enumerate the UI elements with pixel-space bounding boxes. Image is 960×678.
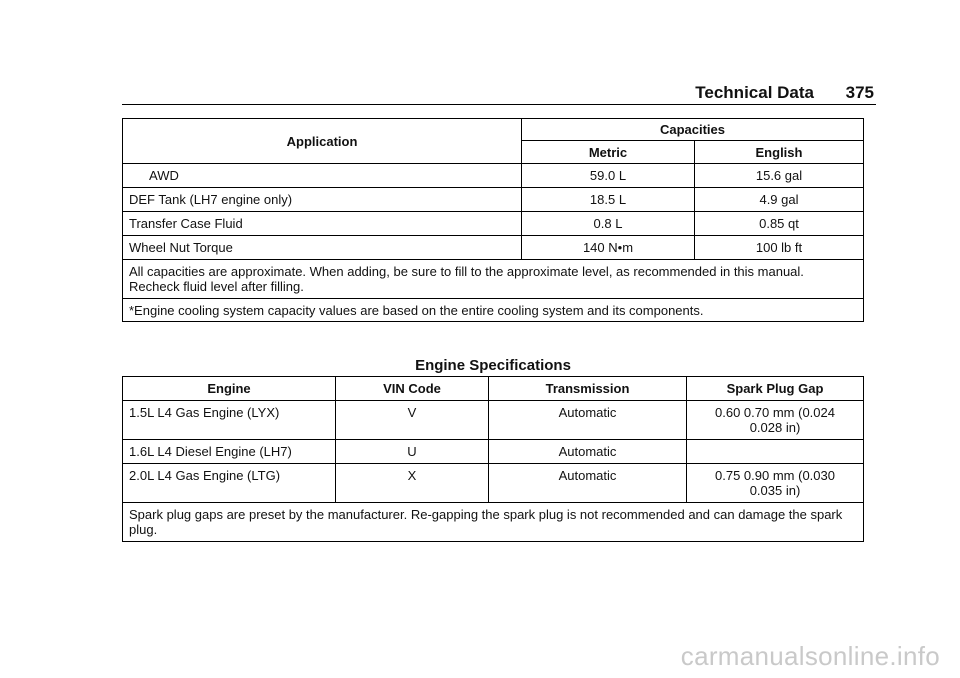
application-cell: Transfer Case Fluid [123, 212, 522, 236]
spark-plug-gap-cell [687, 464, 864, 503]
engine-cell: 1.6L L4 Diesel Engine (LH7) [123, 440, 336, 464]
table-row [123, 212, 864, 236]
table-row [123, 188, 864, 212]
english-cell: 100 lb ft [695, 236, 864, 260]
application-header: Application [123, 119, 522, 164]
transmission-cell: Automatic [489, 440, 687, 464]
english-cell: 0.85 qt [695, 212, 864, 236]
engine-cell: 1.5L L4 Gas Engine (LYX) [123, 401, 336, 440]
table-row [123, 401, 864, 440]
table-row [123, 464, 864, 503]
english-cell: 4.9 gal [695, 188, 864, 212]
table-row [123, 440, 864, 464]
spark-plug-gap-cell [687, 401, 864, 440]
engine-specs-table [122, 376, 864, 542]
english-header: English [695, 141, 864, 164]
application-cell: Wheel Nut Torque [123, 236, 522, 260]
vin-cell: U [336, 440, 489, 464]
application-cell: AWD [123, 164, 522, 188]
transmission-cell: Automatic [489, 401, 687, 440]
application-cell: DEF Tank (LH7 engine only) [123, 188, 522, 212]
capacities-table [122, 118, 864, 322]
engine-cell: 2.0L L4 Gas Engine (LTG) [123, 464, 336, 503]
gap-line: 0.60 0.70 mm (0.024 [715, 405, 835, 420]
gap-line: 0.75 0.90 mm (0.030 [715, 468, 835, 483]
transmission-header: Transmission [489, 377, 687, 401]
table-row [123, 236, 864, 260]
engine-header: Engine [123, 377, 336, 401]
metric-cell: 0.8 L [522, 212, 695, 236]
metric-header: Metric [522, 141, 695, 164]
metric-cell: 59.0 L [522, 164, 695, 188]
metric-cell: 140 N•m [522, 236, 695, 260]
gap-line: 0.028 in) [749, 420, 801, 435]
metric-cell: 18.5 L [522, 188, 695, 212]
transmission-cell: Automatic [489, 464, 687, 503]
watermark: carmanualsonline.info [680, 641, 940, 671]
spark-plug-gap-header: Spark Plug Gap [687, 377, 864, 401]
capacities-note: All capacities are approximate. When adding, be sure to fill to the approximate level, as recommended in this manual. Recheck fluid level after filling. [123, 260, 864, 299]
english-cell: 15.6 gal [695, 164, 864, 188]
page-number: 375 [845, 83, 874, 102]
gap-line: 0.035 in) [749, 483, 801, 498]
spark-plug-note: Spark plug gaps are preset by the manufacturer. Re-gapping the spark plug is not recommended and can damage the spark plug. [123, 503, 864, 542]
page-header [122, 80, 876, 105]
engine-specs-title: Engine Specifications [415, 357, 571, 374]
vin-cell: V [336, 401, 489, 440]
spark-plug-gap-cell [687, 440, 864, 464]
vin-header: VIN Code [336, 377, 489, 401]
section-title: Technical Data [695, 83, 814, 102]
table-row [123, 164, 864, 188]
cooling-note: *Engine cooling system capacity values are based on the entire cooling system and its components. [123, 299, 864, 322]
vin-cell: X [336, 464, 489, 503]
capacities-header: Capacities [522, 119, 864, 141]
